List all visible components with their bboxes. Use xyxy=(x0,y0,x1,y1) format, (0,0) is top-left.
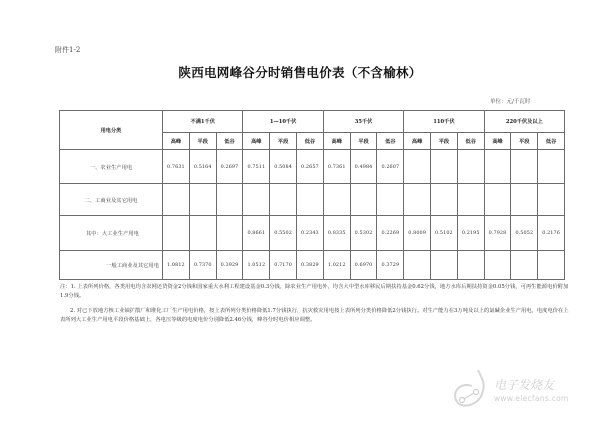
price-cell: 0.4984 xyxy=(350,150,377,184)
price-cell xyxy=(404,184,431,216)
price-cell: 0.3729 xyxy=(377,251,404,280)
price-cell xyxy=(484,184,511,216)
row-label: 一般工商业及其它用电 xyxy=(60,251,163,280)
period-header-valley: 低谷 xyxy=(377,133,404,150)
period-header-flat: 平段 xyxy=(431,133,458,150)
table-row-commercial xyxy=(60,184,565,216)
price-cell xyxy=(189,184,216,216)
price-cell xyxy=(484,251,511,280)
period-header-flat: 平段 xyxy=(270,133,297,150)
voltage-group-header: 110千伏 xyxy=(404,111,484,133)
period-header-peak: 高峰 xyxy=(404,133,431,150)
voltage-group-header: 1—10千伏 xyxy=(243,111,323,133)
price-cell xyxy=(457,184,484,216)
price-cell xyxy=(163,216,190,251)
period-header-peak: 高峰 xyxy=(484,133,511,150)
price-cell: 0.2607 xyxy=(377,150,404,184)
period-header-peak: 高峰 xyxy=(243,133,270,150)
row-label: 二、工商业及其它用电 xyxy=(60,184,163,216)
price-cell: 0.3829 xyxy=(297,251,324,280)
note-2: 2. 对已下放地方核工业铀扩散厂和堆化工厂生产用电价格，按上表所列分类价格降低1.7分钱执行，抗灾救灾用电按上表所列分类价格降低2分钱执行。对生产能力在3万吨及以上的氯碱企业生产用电，电度电价在上表所列大工业生产用电平段价格基础上，各电压等级的电度电价分别降低2.46分钱，峰谷分时电价相应调整。 xyxy=(60,308,569,323)
notes-section xyxy=(60,283,570,331)
price-cell: 0.2195 xyxy=(457,216,484,251)
period-header-flat: 平段 xyxy=(350,133,377,150)
price-cell xyxy=(457,150,484,184)
period-header-valley: 低谷 xyxy=(216,133,243,150)
voltage-group-header: 35千伏 xyxy=(323,111,403,133)
price-table xyxy=(59,110,565,280)
price-cell: 0.3929 xyxy=(216,251,243,280)
price-cell: 0.7631 xyxy=(163,150,190,184)
row-label: 其中：大工业生产用电 xyxy=(60,216,163,251)
price-cell xyxy=(216,216,243,251)
price-cell xyxy=(511,251,538,280)
period-header-valley: 低谷 xyxy=(297,133,324,150)
table-row-general-commercial xyxy=(60,251,565,280)
price-cell xyxy=(511,150,538,184)
price-cell: 0.6970 xyxy=(350,251,377,280)
price-cell: 1.0212 xyxy=(323,251,350,280)
price-cell xyxy=(538,150,565,184)
price-cell xyxy=(297,184,324,216)
price-cell xyxy=(377,184,404,216)
price-cell xyxy=(216,184,243,216)
price-cell xyxy=(511,184,538,216)
watermark xyxy=(452,368,592,418)
table-row-agriculture xyxy=(60,150,565,184)
price-cell xyxy=(404,251,431,280)
price-cell: 1.0512 xyxy=(243,251,270,280)
price-cell: 0.7511 xyxy=(243,150,270,184)
price-cell xyxy=(163,184,190,216)
price-cell xyxy=(350,184,377,216)
price-cell xyxy=(457,251,484,280)
price-cell xyxy=(323,184,350,216)
attachment-label: 附件1-2 xyxy=(55,46,81,54)
price-cell: 0.7361 xyxy=(323,150,350,184)
document-title: 陕西电网峰谷分时销售电价表（不含榆林） xyxy=(178,65,422,80)
price-cell: 0.2657 xyxy=(297,150,324,184)
price-cell: 0.7170 xyxy=(270,251,297,280)
price-cell xyxy=(404,150,431,184)
period-header-flat: 平段 xyxy=(511,133,538,150)
price-cell: 0.7370 xyxy=(189,251,216,280)
header-row-voltage xyxy=(60,111,565,133)
price-cell: 0.8009 xyxy=(404,216,431,251)
period-header-valley: 低谷 xyxy=(457,133,484,150)
watermark-text: 电子发烧友 xyxy=(494,378,555,392)
price-cell xyxy=(270,184,297,216)
price-cell xyxy=(538,251,565,280)
period-header-peak: 高峰 xyxy=(163,133,190,150)
price-cell xyxy=(431,184,458,216)
period-header-valley: 低谷 xyxy=(538,133,565,150)
price-cell: 0.5302 xyxy=(350,216,377,251)
price-cell xyxy=(431,150,458,184)
price-cell xyxy=(538,184,565,216)
note-1: 注：1. 上表所列价格，各类用电均含农网还贷资金2分钱和国家重大水利工程建设基金0.3分钱，除农业生产用电外，均含大中型水库移民后期扶持基金0.62分钱，地方水库后期扶持资金0.05分钱，可再生能源电价附加1.9分钱。 xyxy=(60,284,569,299)
price-cell: 0.8335 xyxy=(323,216,350,251)
unit-label: 单位：元/千瓦时 xyxy=(490,99,531,105)
price-cell: 0.5052 xyxy=(511,216,538,251)
price-cell: 0.8661 xyxy=(243,216,270,251)
row-label: 一、农业生产用电 xyxy=(60,150,163,184)
period-header-flat: 平段 xyxy=(189,133,216,150)
price-cell: 0.2343 xyxy=(297,216,324,251)
period-header-peak: 高峰 xyxy=(323,133,350,150)
price-cell: 0.2269 xyxy=(377,216,404,251)
price-cell: 0.7928 xyxy=(484,216,511,251)
watermark-url: www.elecfans.com xyxy=(494,394,569,403)
price-cell: 1.0812 xyxy=(163,251,190,280)
price-cell: 0.5502 xyxy=(270,216,297,251)
price-cell xyxy=(243,184,270,216)
price-cell: 0.5084 xyxy=(270,150,297,184)
price-cell xyxy=(189,216,216,251)
price-cell: 0.2176 xyxy=(538,216,565,251)
elecfans-logo-icon xyxy=(452,368,492,412)
category-header: 用电分类 xyxy=(60,111,163,150)
price-cell: 0.5164 xyxy=(189,150,216,184)
voltage-group-header: 不满1千伏 xyxy=(163,111,243,133)
price-cell xyxy=(431,251,458,280)
price-cell: 0.2697 xyxy=(216,150,243,184)
voltage-group-header: 220千伏及以上 xyxy=(484,111,564,133)
price-cell xyxy=(484,150,511,184)
table-row-large-industry xyxy=(60,216,565,251)
price-cell: 0.5102 xyxy=(431,216,458,251)
